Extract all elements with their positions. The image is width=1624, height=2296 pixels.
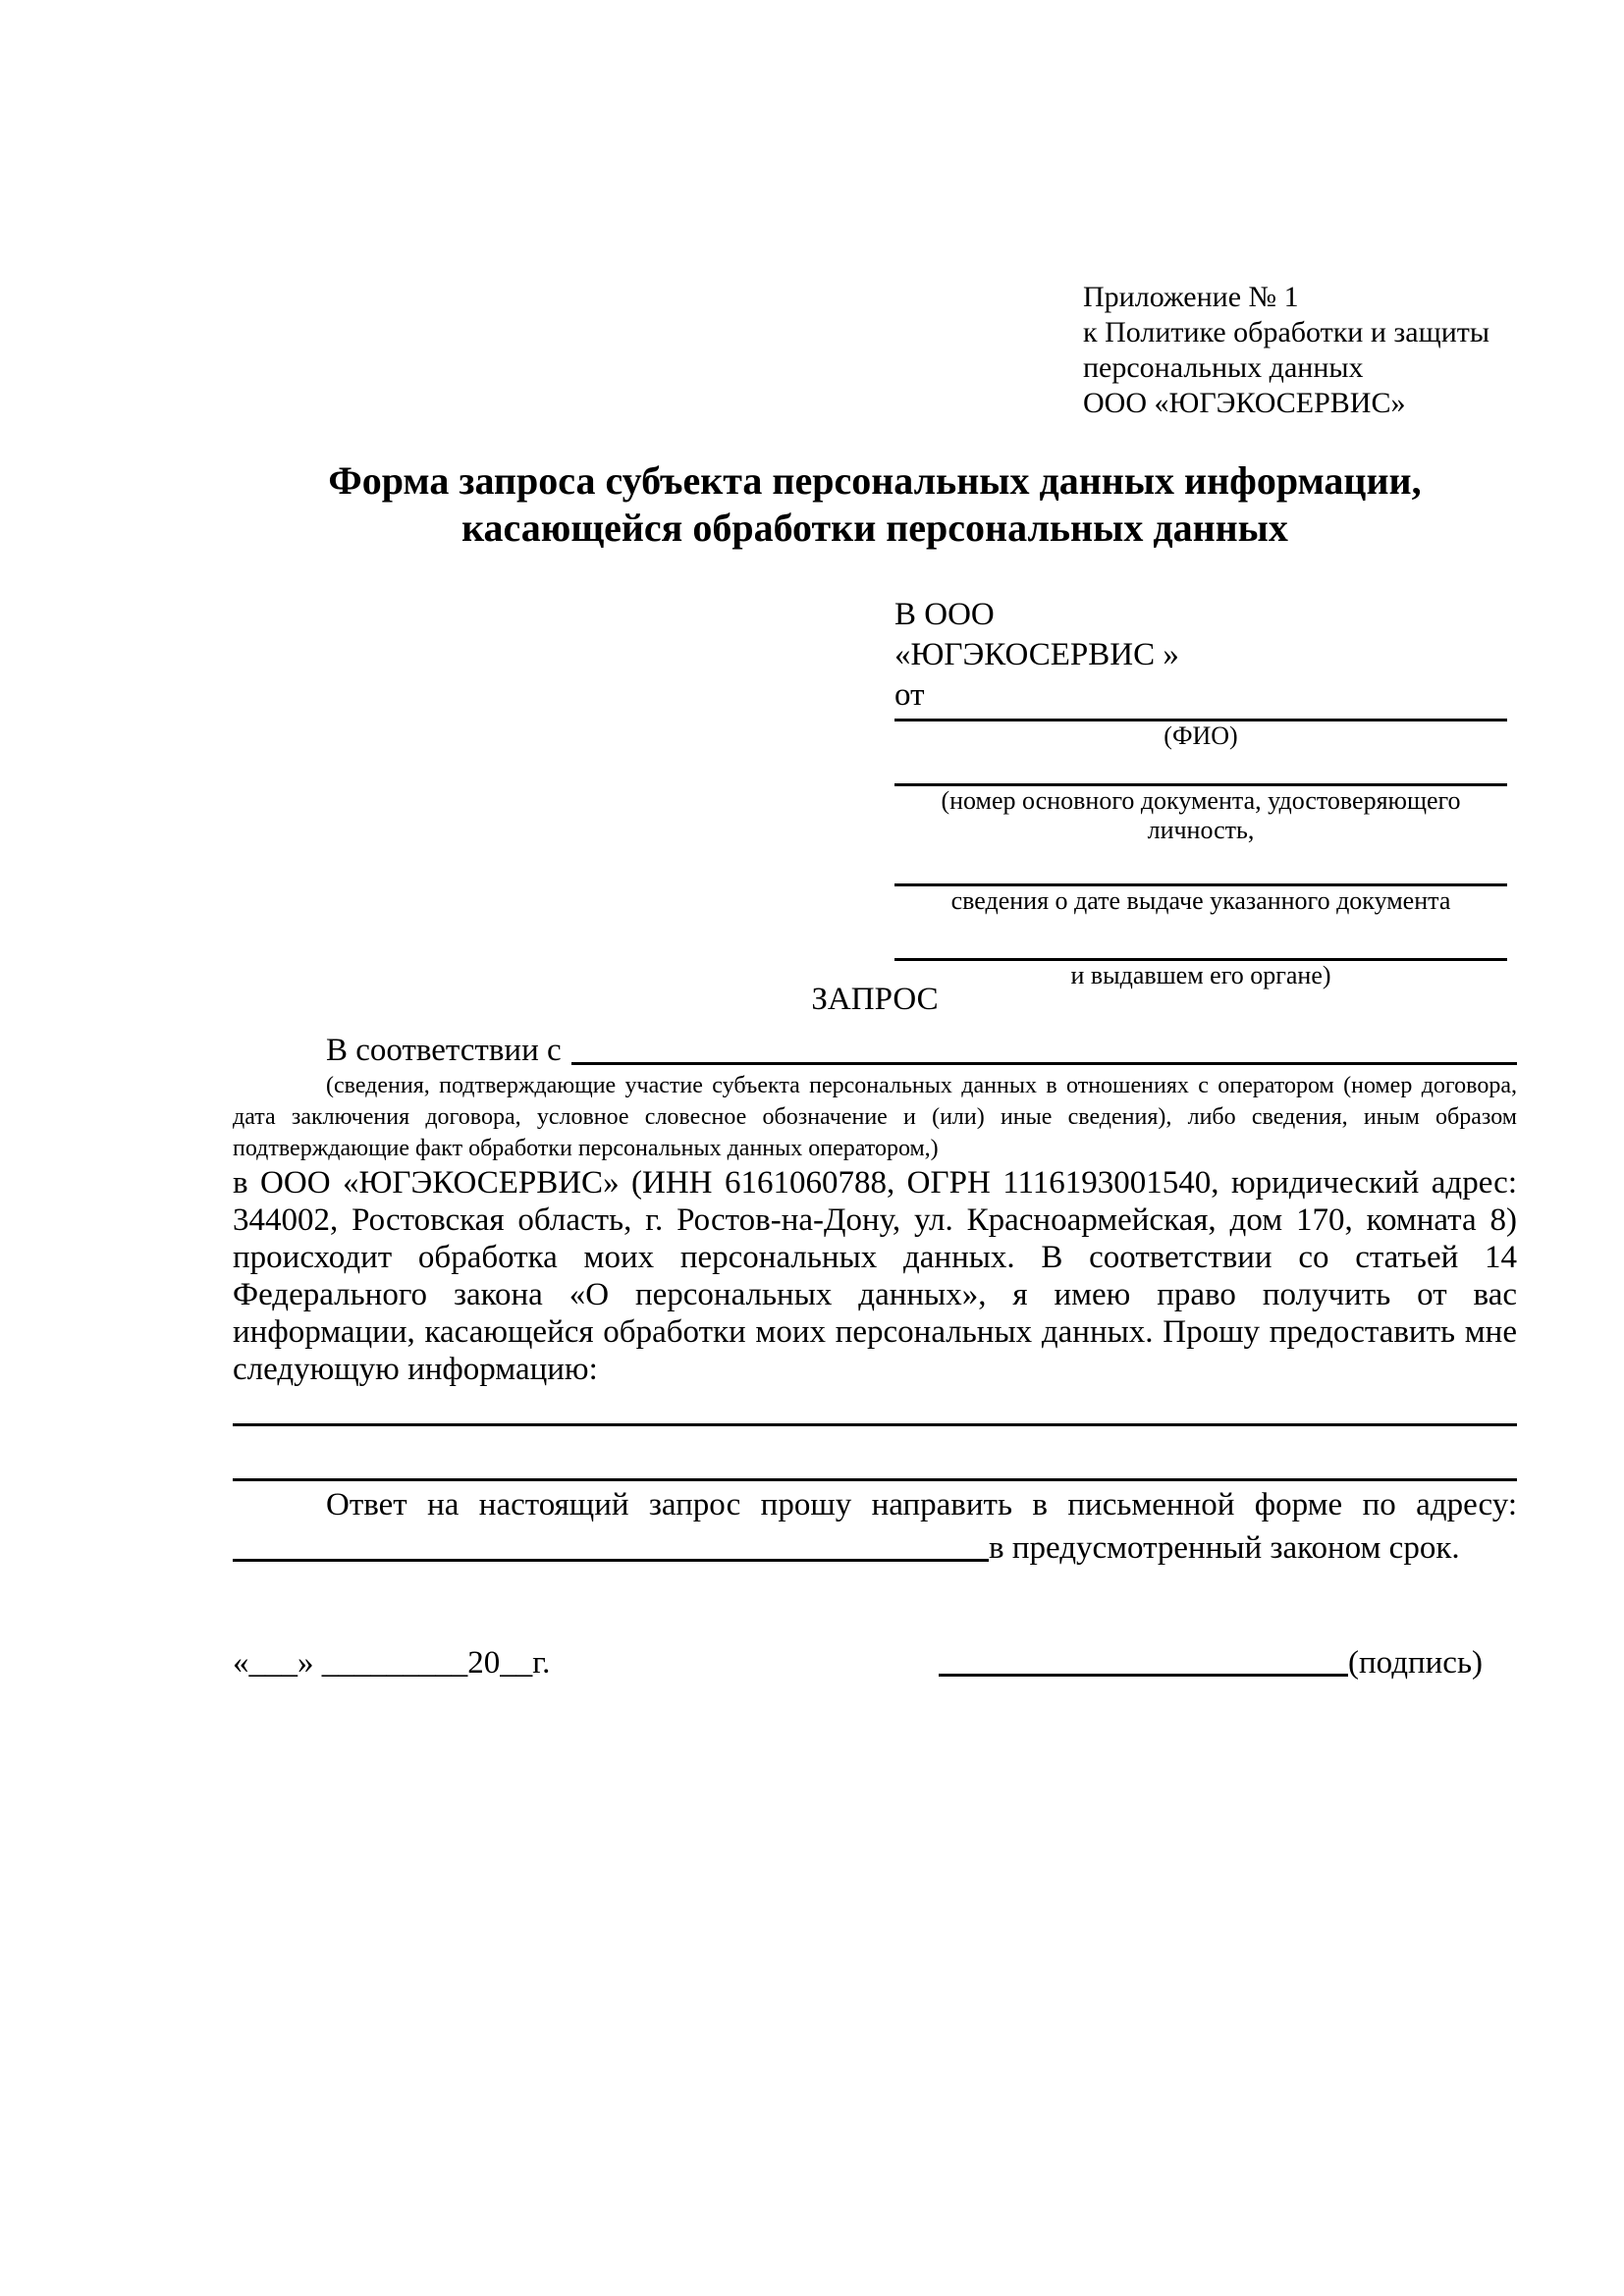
footnote: (сведения, подтверждающие участие субъекта персональных данных в отношениях с оператором (номер договора, дата заключения договора, условное словесное обозначение и (или) иные сведения), либо сведения, иным образом подтверждающие факт обработки персональных данных оператором,) — [233, 1073, 1517, 1161]
signature-blank-line — [939, 1641, 1348, 1677]
addressee-org-line: В ООО — [894, 597, 995, 632]
annex-line: ООО «ЮГЭКОСЕРВИС» — [1083, 387, 1406, 419]
issue-date-field-caption: сведения о дате выдаче указанного документа — [950, 886, 1451, 915]
annex-header — [1083, 280, 1515, 421]
fio-field-caption: (ФИО) — [1164, 721, 1238, 750]
reply-suffix: в предусмотренный законом срок. — [989, 1530, 1460, 1566]
signature-caption: (подпись) — [1348, 1645, 1483, 1681]
request-heading: ЗАПРОС — [811, 982, 939, 1017]
spacer — [894, 916, 1507, 955]
page-title-line: Форма запроса субъекта персональных данных информации, — [328, 458, 1422, 503]
basis-blank-line — [571, 1062, 1517, 1065]
addressee-block — [894, 595, 1507, 990]
signoff-row — [233, 1641, 1517, 1682]
addressee-org-line: «ЮГЭКОСЕРВИС » — [894, 637, 1179, 672]
signature-group — [939, 1641, 1483, 1682]
annex-line: Приложение № 1 — [1083, 281, 1299, 313]
spacer — [894, 845, 1507, 881]
annex-line: персональных данных — [1083, 351, 1364, 384]
date-blank: «___» _________20__г. — [233, 1645, 551, 1681]
address-blank-line — [233, 1526, 989, 1562]
intro-row — [233, 1031, 1517, 1070]
request-body: в ООО «ЮГЭКОСЕРВИС» (ИНН 6161060788, ОГРН 1116193001540, юридический адрес: 344002, Ростовская область, г. Ростов-на-Дону, ул. Красноармейская, дом 170, комната 8) происходит обработка моих персональных данных. В соответствии со статьей 14 Федерального закона «О персональных данных», я имею право получить от вас информации, касающейся обработки моих персональных данных. Прошу предоставить мне следующую информацию: — [233, 1165, 1517, 1387]
info-blank-line — [233, 1423, 1517, 1426]
page-title — [233, 457, 1517, 552]
page-title-line: касающейся обработки персональных данных — [461, 506, 1288, 550]
issuing-authority-field-caption: и выдавшем его органе) — [1070, 961, 1331, 989]
spacer — [894, 751, 1507, 780]
reply-paragraph — [233, 1484, 1517, 1570]
reply-sentence: Ответ на настоящий запрос прошу направить в письменной форме по адресу: — [326, 1487, 1517, 1522]
document-number-field-caption: (номер основного документа, удостоверяющего личность, — [941, 786, 1461, 844]
intro-prefix: В соответствии с — [326, 1033, 562, 1068]
annex-line: к Политике обработки и защиты — [1083, 316, 1490, 348]
info-blank-line — [233, 1478, 1517, 1481]
addressee-from-label: от — [894, 677, 925, 713]
